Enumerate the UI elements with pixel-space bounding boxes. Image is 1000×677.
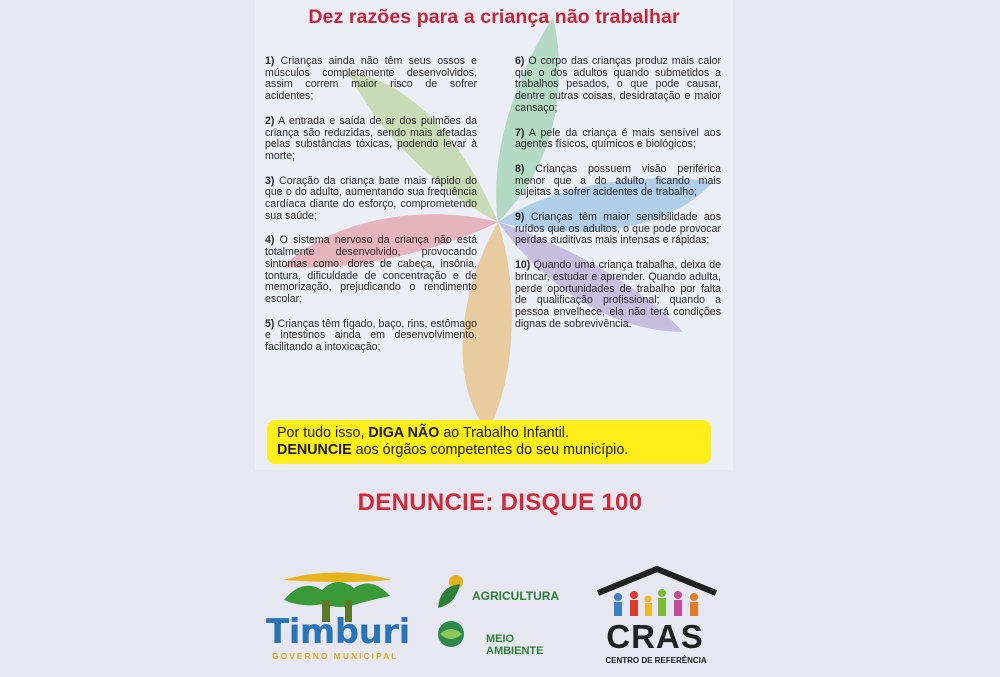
agricultura-label: AGRICULTURA: [472, 589, 560, 603]
reason-text: A entrada e saída de ar dos pulmões da criança são reduzidas, sendo mais afetadas pelas substâncias tóxicas, podendo levar à morte;: [265, 114, 477, 162]
callout-text: Por tudo isso,: [277, 425, 369, 441]
reason-item: [265, 319, 477, 354]
reason-number: 2): [265, 114, 275, 127]
reason-number: 1): [265, 55, 275, 67]
reason-item: [265, 176, 477, 223]
callout-box: [267, 420, 711, 464]
hotline-heading: DENUNCIE: DISQUE 100: [357, 489, 643, 516]
reason-text: Crianças possuem visão periférica menor que a do adulto, ficando mais sujeitas a sofrer acidentes de trabalho;: [515, 162, 721, 199]
house-family-icon: [592, 565, 722, 620]
reason-number: 5): [265, 317, 275, 330]
reason-item: [265, 56, 477, 103]
reason-item: [515, 56, 721, 115]
agricultura-meio-ambiente-logo: [432, 570, 572, 660]
meio-ambiente-label: MEIO AMBIENTE: [486, 633, 544, 657]
poster-title: Dez razões para a criança não trabalhar: [308, 6, 680, 28]
reason-text: Quando uma criança trabalha, deixa de brincar, estudar e aprender. Quando adulta, perde oportunidades de trabalho por falta de qualificação profissional; quando a pessoa envelhece, ela não terá condições dignas de sobrevivência.: [515, 259, 721, 330]
reasons-right-column: [515, 56, 721, 343]
reason-item: [515, 164, 721, 199]
timburi-logo: [262, 570, 412, 670]
callout-bold: DENUNCIE: [277, 442, 352, 458]
callout-text: aos órgãos competentes do seu município.: [351, 442, 629, 458]
reason-item: [265, 116, 477, 163]
poster: [255, 0, 733, 470]
reason-text: Crianças têm maior sensibilidade aos ruídos que os adultos, o que pode provocar perdas auditivas mais intensas e rápidas;: [515, 211, 721, 247]
timburi-wordmark: Timburi: [266, 612, 410, 652]
cras-wordmark: CRAS: [606, 618, 704, 655]
reason-number: 10): [515, 259, 531, 272]
leaf-sun-icon: [434, 572, 468, 612]
reason-item: [515, 260, 721, 330]
timburi-subtitle: GOVERNO MUNICIPAL: [272, 651, 399, 661]
globe-leaf-icon: [434, 614, 468, 654]
cras-subtitle: CENTRO DE REFERÊNCIA: [605, 656, 707, 665]
reason-text: Coração da criança bate mais rápido do que o do adulto, aumentando sua frequência cardíaca diante do esforço, comprometendo sua saúde;: [265, 174, 477, 222]
reason-number: 7): [515, 126, 525, 139]
reason-item: [265, 235, 477, 305]
callout-text: ao Trabalho Infantil.: [439, 425, 569, 441]
reason-number: 9): [515, 211, 525, 224]
callout-line-2: [277, 442, 701, 459]
callout-bold: DIGA NÃO: [368, 425, 440, 441]
cras-logo: [592, 565, 722, 677]
reason-number: 8): [515, 162, 525, 175]
reason-item: [515, 128, 721, 151]
reason-number: 4): [265, 234, 275, 247]
reason-text: O corpo das crianças produz mais calor que o dos adultos quando submetidos a trabalhos pesados, o que pode causar, dentre outras coisas, desidratação e maior cansaço;: [515, 55, 721, 114]
reason-text: O sistema nervoso da criança não está totalmente desenvolvido, provocando sintomas como: dores de cabeça, insônia, tontura, dificuldade de concentração e de memorização, prejudicando o rendimento escolar;: [265, 234, 477, 305]
reason-item: [515, 212, 721, 247]
reason-text: Crianças ainda não têm seus ossos e músculos completamente desenvolvidos, assim correm maior risco de sofrer acidentes;: [265, 55, 477, 103]
reason-number: 6): [515, 55, 525, 67]
reasons-left-column: [265, 56, 477, 367]
reason-text: Crianças têm fígado, baço, rins, estômago e intestinos ainda em desenvolvimento, facilitando a intoxicação;: [265, 317, 477, 354]
reason-number: 3): [265, 174, 275, 187]
reason-text: A pele da criança é mais sensível aos agentes físicos, químicos e biológicos;: [515, 126, 721, 151]
callout-line-1: [277, 425, 701, 442]
